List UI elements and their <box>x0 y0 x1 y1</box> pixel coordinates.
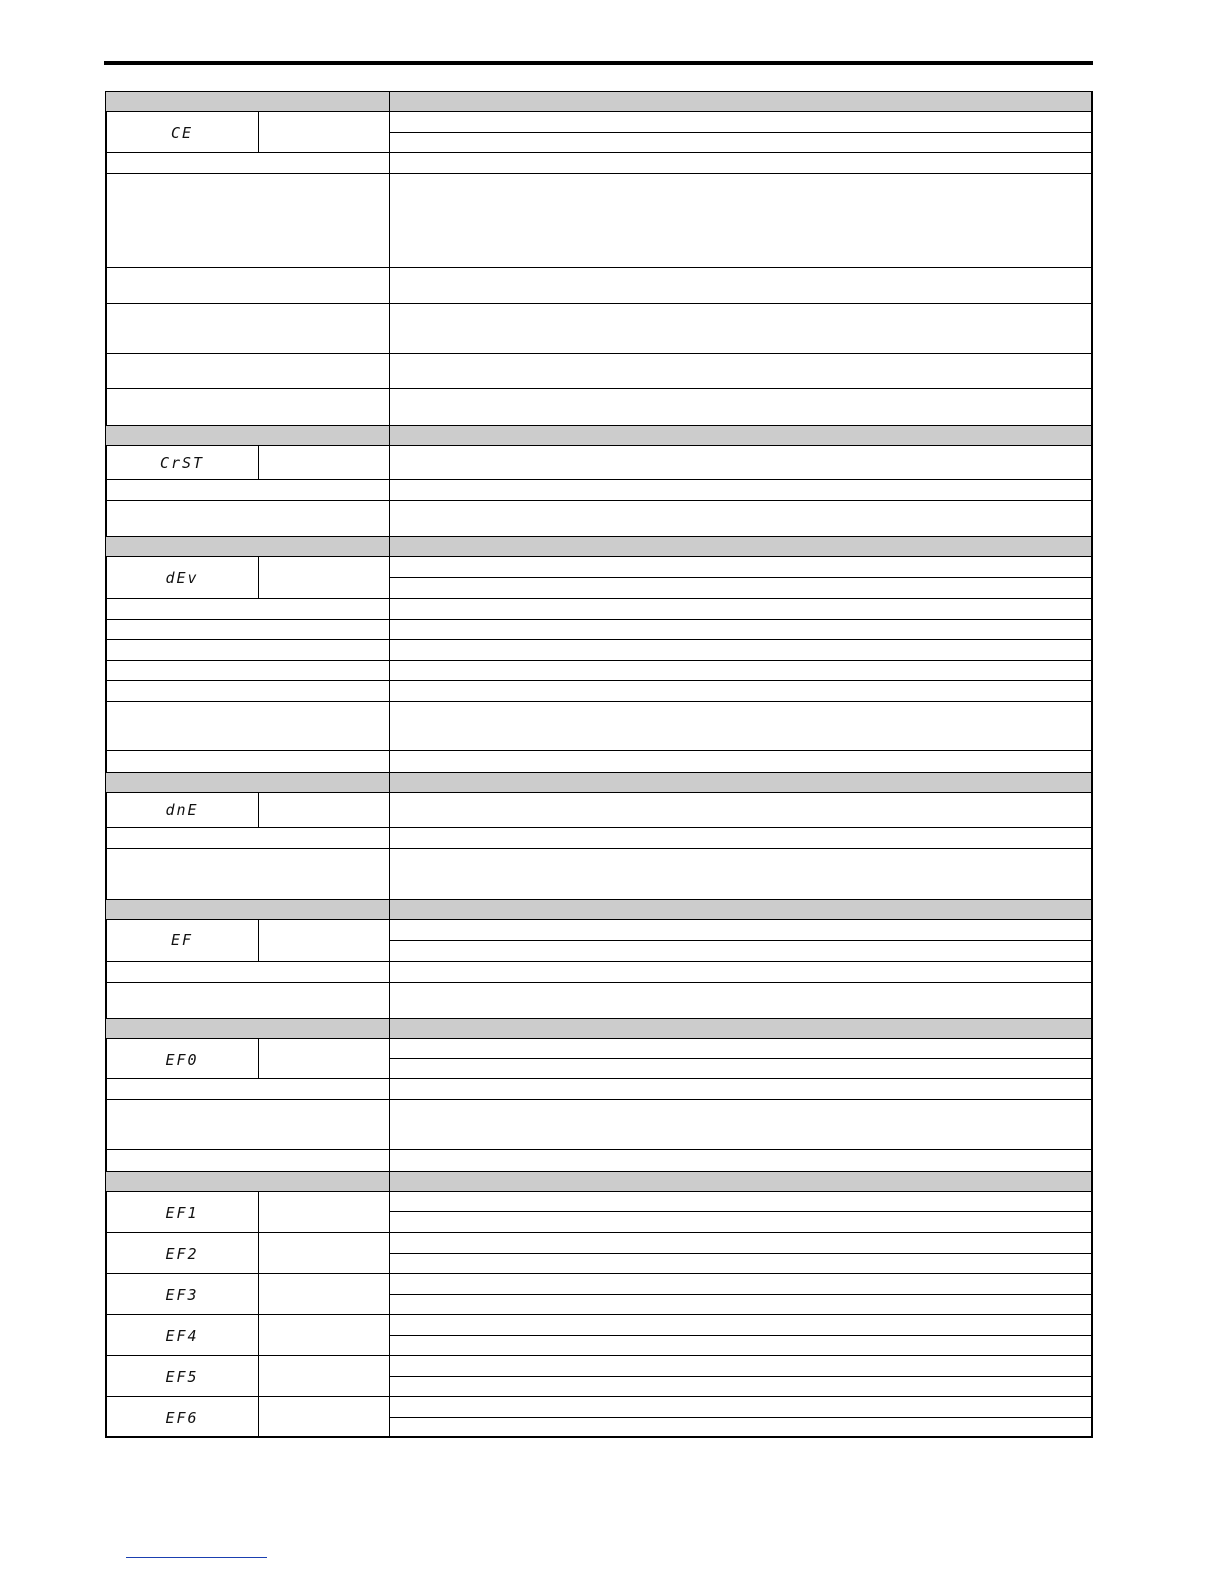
row-divider <box>106 111 1091 112</box>
column-divider <box>258 111 259 152</box>
row-divider <box>106 556 1091 557</box>
row-divider <box>389 1211 1091 1212</box>
row-divider <box>106 1232 1091 1233</box>
section-header-band <box>106 772 1091 792</box>
fault-code-ef: EF <box>170 931 194 949</box>
row-divider <box>389 1335 1091 1336</box>
fault-code-dev: dEv <box>165 569 199 587</box>
fault-code-ef2: EF2 <box>165 1245 199 1263</box>
row-divider <box>106 1273 1091 1274</box>
row-divider <box>106 500 1091 501</box>
row-divider <box>106 353 1091 354</box>
row-divider <box>106 1355 1091 1356</box>
row-divider <box>389 940 1091 941</box>
row-divider <box>389 1417 1091 1418</box>
row-divider <box>106 1171 1091 1172</box>
row-divider <box>106 152 1091 153</box>
fault-code-dne: dnE <box>165 801 199 819</box>
row-divider <box>106 1314 1091 1315</box>
row-divider <box>106 919 1091 920</box>
section-header-band <box>106 425 1091 445</box>
fault-code-ef6: EF6 <box>165 1409 199 1427</box>
row-divider <box>106 425 1091 426</box>
row-divider <box>106 267 1091 268</box>
row-divider <box>106 1099 1091 1100</box>
fault-table <box>105 91 1093 1438</box>
row-divider <box>389 1294 1091 1295</box>
fault-code-ef4: EF4 <box>165 1327 199 1345</box>
row-divider <box>106 772 1091 773</box>
row-divider <box>106 639 1091 640</box>
fault-code-crst: CrST <box>159 454 205 472</box>
row-divider <box>389 1376 1091 1377</box>
section-header-band <box>106 1018 1091 1038</box>
row-divider <box>106 1078 1091 1079</box>
row-divider <box>389 577 1091 578</box>
row-divider <box>106 1191 1091 1192</box>
row-divider <box>106 1396 1091 1397</box>
column-divider <box>258 792 259 827</box>
row-divider <box>106 536 1091 537</box>
row-divider <box>106 961 1091 962</box>
row-divider <box>106 982 1091 983</box>
column-divider <box>258 556 259 598</box>
row-divider <box>106 701 1091 702</box>
fault-code-ef1: EF1 <box>165 1204 199 1222</box>
row-divider <box>389 1253 1091 1254</box>
row-divider <box>106 792 1091 793</box>
row-divider <box>106 827 1091 828</box>
row-divider <box>106 388 1091 389</box>
fault-code-ce: CE <box>170 124 194 142</box>
row-divider <box>106 173 1091 174</box>
row-divider <box>106 1018 1091 1019</box>
row-divider <box>106 303 1091 304</box>
row-divider <box>106 1038 1091 1039</box>
row-divider <box>389 132 1091 133</box>
row-divider <box>106 680 1091 681</box>
column-divider <box>389 92 390 1436</box>
row-divider <box>106 660 1091 661</box>
row-divider <box>106 479 1091 480</box>
footer-link-underline[interactable] <box>126 1557 267 1558</box>
section-header-band <box>106 92 1091 111</box>
section-header-band <box>106 1171 1091 1191</box>
fault-code-ef3: EF3 <box>165 1286 199 1304</box>
row-divider <box>106 848 1091 849</box>
row-divider <box>106 598 1091 599</box>
column-divider <box>258 1191 259 1436</box>
header-rule <box>104 61 1093 65</box>
row-divider <box>389 1058 1091 1059</box>
row-divider <box>106 619 1091 620</box>
fault-code-ef5: EF5 <box>165 1368 199 1386</box>
row-divider <box>106 899 1091 900</box>
column-divider <box>258 1038 259 1078</box>
section-header-band <box>106 899 1091 919</box>
column-divider <box>258 919 259 961</box>
fault-code-ef0: EF0 <box>165 1051 199 1069</box>
row-divider <box>106 445 1091 446</box>
row-divider <box>106 750 1091 751</box>
section-header-band <box>106 536 1091 556</box>
column-divider <box>258 445 259 479</box>
row-divider <box>106 1149 1091 1150</box>
